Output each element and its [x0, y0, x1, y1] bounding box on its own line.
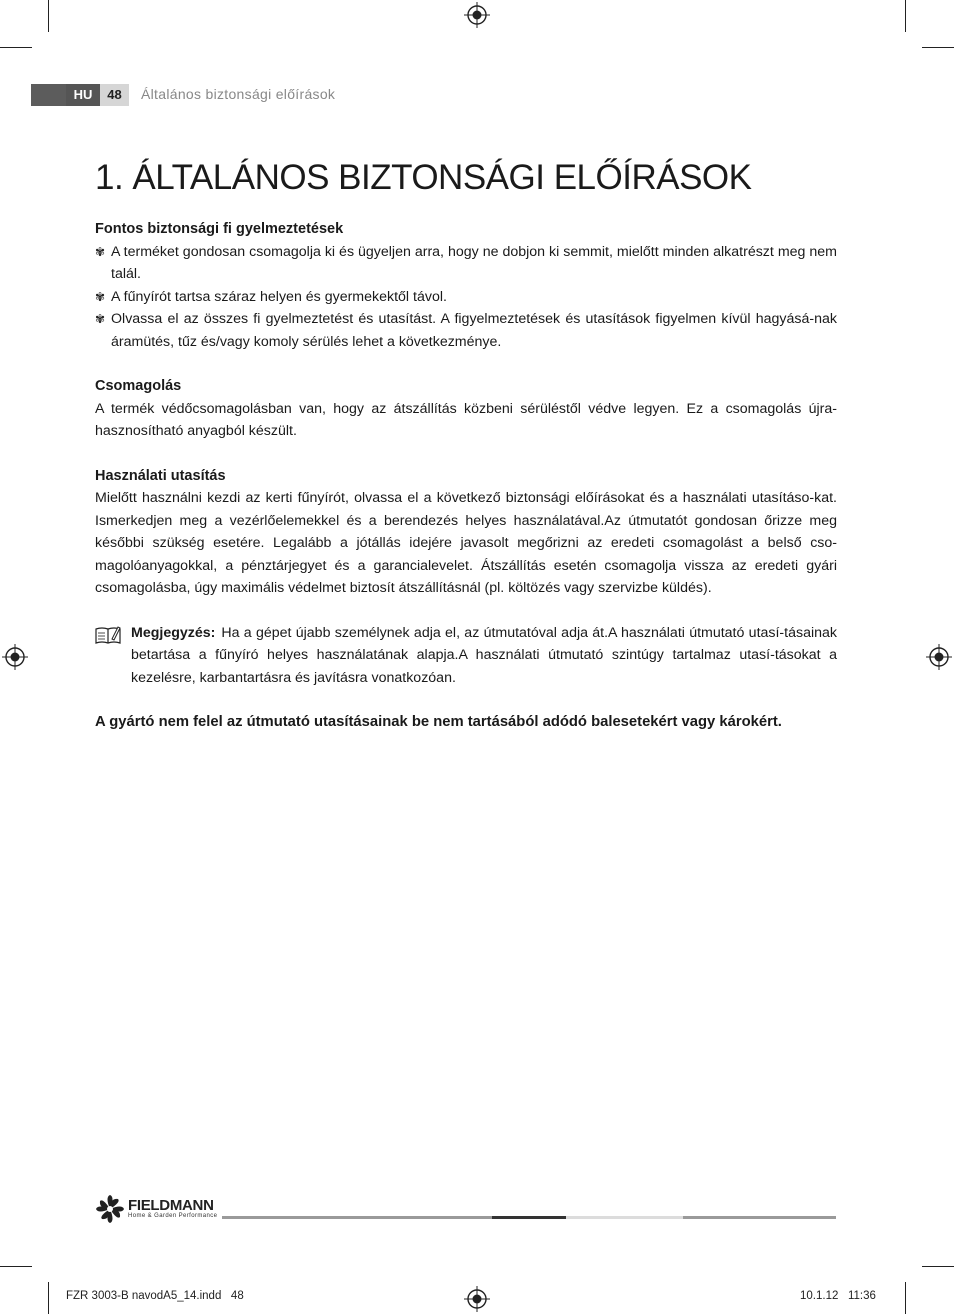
slug-timestamp: 10.1.12 11:36	[800, 1290, 876, 1302]
brand-name: FIELDMANN	[128, 1197, 214, 1214]
crop-mark	[905, 1282, 906, 1314]
list-item: ✾ A fűnyírót tartsa száraz helyen és gyermekektől távol.	[95, 286, 837, 309]
footer-rule	[222, 1216, 492, 1219]
footer-rule	[683, 1216, 836, 1219]
fieldmann-logo-icon	[95, 1194, 125, 1224]
flower-bullet-icon: ✾	[95, 289, 106, 304]
language-code: HU	[66, 84, 100, 106]
crop-mark	[922, 1266, 954, 1267]
registration-mark-icon	[464, 1286, 490, 1312]
disclaimer: A gyártó nem felel az útmutató utasításainak be nem tartásából adódó balesetekért vagy károkért.	[95, 714, 782, 730]
note-text: Ha a gépet újabb személynek adja el, az útmutatóval adja át.A használati útmutató utasí-tásainak betartása a fűnyíró helyes használatának alapja.A használati útmutató szintúgy tartalmaz utasí-tásokat a kezelésre, karbantartásra és javításra vonatkozóan.	[131, 624, 837, 686]
packaging-text: A termék védőcsomagolásban van, hogy az átszállítás közbeni sérüléstől védve legyen. Ez a csomagolás újra-hasznosítható anyagból készült.	[95, 400, 837, 439]
note-label: Megjegyzés:	[131, 624, 216, 641]
main-content	[95, 218, 837, 734]
open-book-note-icon	[95, 625, 121, 645]
warnings-heading: Fontos biztonsági fi gyelmeztetések	[95, 221, 344, 237]
crop-mark	[922, 47, 954, 48]
note-block	[95, 622, 837, 690]
running-header: Általános biztonsági előírások	[141, 86, 336, 102]
registration-mark-icon	[464, 2, 490, 28]
page-number: 48	[100, 84, 129, 106]
flower-bullet-icon: ✾	[95, 312, 106, 326]
instructions-heading: Használati utasítás	[95, 467, 226, 484]
footer-rule	[492, 1216, 566, 1219]
registration-mark-icon	[926, 644, 952, 670]
list-item: ✾ A terméket gondosan csomagolja ki és ügyeljen arra, hogy ne dobjon ki semmit, mielőtt minden alkatrészt meg nem talál.	[95, 241, 837, 286]
instructions-text: Mielőtt használni kezdi az kerti fűnyírót, olvassa el a következő biztonsági előírásokat és a használati utasításo-kat. Ismerkedjen meg a vezérlőelemekkel és a berendezés helyes használatával.Az útmutatót gondosan őrizze meg későbbi szükség esetére. Legalább a jótállás idejére javasolt megőrizni az eredeti csomagolást a belső cso-magolóanyagokkal, a pénztárjegyet és a garancialevelet. Átszállítás esetén csomagolja vissza az eredeti gyári csomagolásba, úgy maximális védelmet biztosít átszállításnál (pl. költözés vagy szervizbe küldés).	[95, 490, 837, 596]
crop-mark	[905, 0, 906, 32]
footer-rule	[566, 1216, 683, 1219]
packaging-heading: Csomagolás	[95, 378, 182, 394]
slug-filename: FZR 3003-B navodA5_14.indd 48	[66, 1290, 244, 1302]
page-title: 1. ÁLTALÁNOS BIZTONSÁGI ELŐÍRÁSOK	[95, 158, 752, 197]
registration-mark-icon	[2, 644, 28, 670]
crop-mark	[48, 0, 49, 32]
list-item: ✾ Olvassa el az összes fi gyelmeztetést és utasítást. A figyelmeztetések és utasítások figyelmen kívül hagyásá-nak áramütés, tűz és/vagy komoly sérülés lehet a következménye.	[95, 308, 837, 353]
crop-mark	[0, 47, 32, 48]
flower-bullet-icon: ✾	[95, 244, 106, 259]
brand-tagline: Home & Garden Performance	[128, 1213, 218, 1219]
crop-mark	[0, 1266, 32, 1267]
crop-mark	[48, 1282, 49, 1314]
